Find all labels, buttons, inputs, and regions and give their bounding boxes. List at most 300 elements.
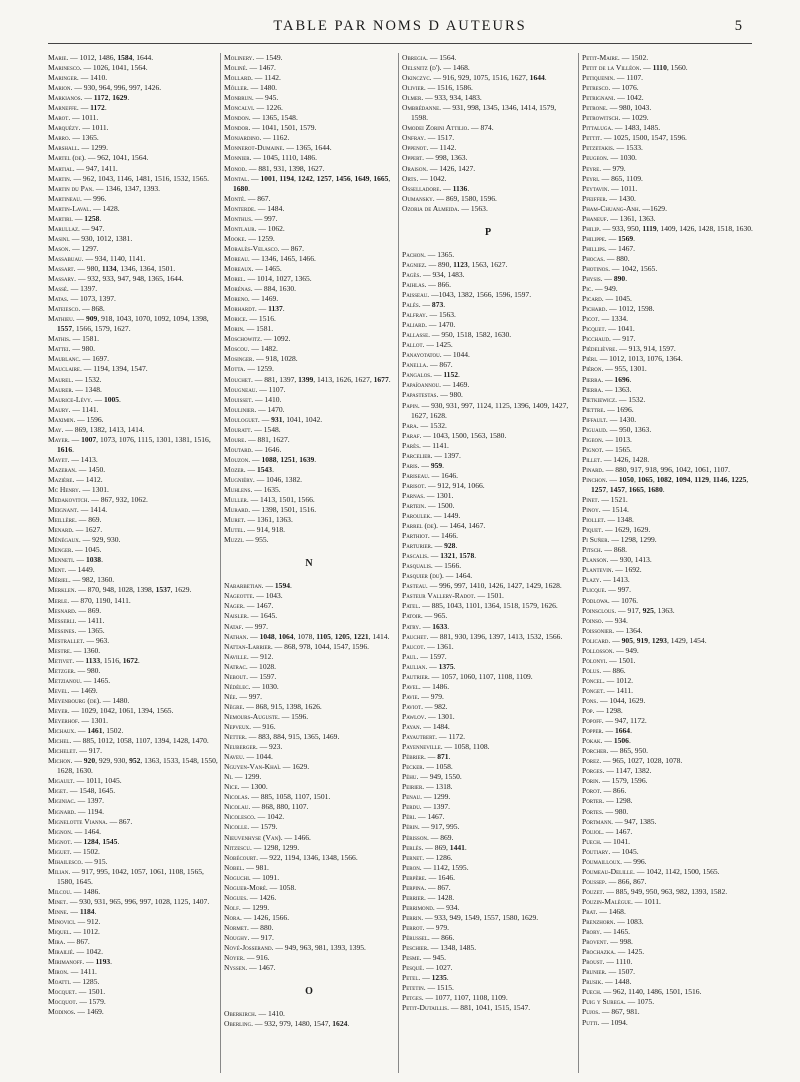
index-entry — [224, 802, 394, 812]
author-name: Medakovitch. — [48, 495, 90, 505]
index-entry — [582, 143, 754, 153]
index-entry — [582, 395, 754, 405]
index-entry — [582, 254, 754, 264]
author-name: Piguaud. — [582, 424, 608, 434]
index-entry — [48, 917, 218, 927]
page-references: — 1235. — [420, 973, 449, 983]
index-entry — [582, 937, 754, 947]
author-name: Noughy. — [224, 932, 250, 942]
author-name: Massabuau. — [48, 253, 84, 263]
author-name: Massary. — [48, 274, 77, 284]
index-entry — [582, 827, 754, 837]
author-name: Maximin. — [48, 414, 76, 424]
page-references: — 1011. — [609, 183, 638, 193]
author-name: Poinso. — [582, 615, 604, 625]
author-name: Prat. — [582, 906, 598, 916]
page-references: — 934, 1483. — [421, 269, 465, 279]
index-entry — [48, 585, 218, 595]
index-entry — [48, 817, 218, 827]
author-name: Péri. — [402, 812, 417, 822]
page-references: — 1426, 1566. — [241, 912, 290, 922]
author-name: Petresco. — [582, 83, 611, 93]
author-name: Monjardino. — [224, 133, 262, 143]
author-name: Murard. — [224, 505, 251, 515]
author-name: Okinczyc. — [402, 73, 432, 83]
index-entry — [224, 1019, 394, 1029]
index-entry — [224, 702, 394, 712]
page-references: — 923. — [257, 742, 283, 752]
author-name: Piédelièvre. — [582, 344, 618, 354]
page-references: — 870, 948, 1028, 1398, 1537, 1629. — [76, 585, 192, 595]
page-references: — 996, 997, 1410, 1426, 1427, 1429, 1628. — [427, 581, 562, 591]
index-entry — [224, 164, 394, 174]
page-references: — 934. — [603, 615, 628, 625]
author-name: Mirimanoff. — [48, 957, 85, 967]
author-name: Pollosson. — [582, 645, 615, 655]
author-name: Maringer. — [48, 73, 79, 83]
index-entry — [582, 907, 754, 917]
index-entry — [48, 435, 218, 455]
page-references: — 980, 1043. — [607, 103, 652, 113]
index-entry — [582, 465, 754, 475]
author-name: Pinet. — [582, 495, 600, 505]
page-references: — 1011. — [632, 896, 661, 906]
page-references: — 1569. — [606, 233, 636, 243]
author-name: Planson. — [582, 555, 609, 565]
page-references: — 1579. — [77, 997, 106, 1007]
index-entry — [582, 314, 754, 324]
index-entry — [582, 234, 754, 244]
page-references: — 1043. — [254, 591, 283, 601]
author-name: Physis. — [582, 274, 603, 284]
index-entry — [582, 535, 754, 545]
index-entry — [582, 304, 754, 314]
author-name: Prunier. — [582, 967, 607, 977]
author-name: Petel. — [402, 973, 421, 983]
author-name: Mouratt. — [224, 424, 253, 434]
author-name: Meyerhof. — [48, 716, 80, 726]
index-entry — [48, 375, 218, 385]
author-name: Mondon. — [224, 113, 251, 123]
author-name: Morice. — [224, 314, 248, 324]
index-entry — [402, 63, 574, 73]
page-references: — 950, 1363. — [607, 424, 652, 434]
author-name: Miguet. — [48, 846, 72, 856]
page-references: — 1397. — [421, 802, 451, 812]
index-entry — [582, 706, 754, 716]
page-references: — 1365. — [425, 249, 455, 259]
page-references: — 1318. — [424, 782, 453, 792]
index-entry — [48, 385, 218, 395]
author-name: Nathan. — [224, 631, 249, 641]
index-entry — [48, 465, 218, 475]
index-entry — [402, 923, 574, 933]
author-name: Pillet. — [582, 454, 602, 464]
index-entry — [582, 204, 754, 214]
page-references: — 1042, 1142, 1500, 1565. — [634, 866, 720, 876]
page-references: — 928. — [432, 541, 458, 551]
page-references: — 1484. — [421, 722, 450, 731]
index-entry — [582, 786, 754, 796]
page-references: — 1469. — [75, 1007, 104, 1017]
page-references: — 1044, 1629. — [598, 696, 646, 705]
author-name: Naveu. — [224, 752, 245, 762]
author-name: Noguer-Moré. — [224, 882, 268, 892]
author-name: Nicolle. — [224, 822, 250, 832]
page-references: — 920, 929, 930, 952, 1363, 1533, 1548, 1550, 1628, 1630. — [57, 756, 218, 776]
index-entry — [582, 375, 754, 385]
author-name: Parès. — [402, 440, 421, 450]
index-entry — [48, 997, 218, 1007]
author-name: Portmann. — [582, 816, 614, 826]
index-entry — [48, 495, 218, 505]
index-entry — [402, 360, 574, 370]
author-name: Pichard. — [582, 304, 608, 314]
index-entry — [402, 792, 574, 802]
page-references: — 947, 1172. — [603, 716, 647, 726]
index-entry — [582, 53, 754, 63]
page-references: — 1011, 1045. — [74, 776, 122, 786]
index-entry — [224, 324, 394, 334]
page-references: — 1301. — [425, 490, 454, 500]
index-entry — [224, 395, 394, 405]
author-name: Mozer. — [224, 464, 246, 474]
author-name: Pitsch. — [582, 545, 603, 555]
author-name: Patel. — [402, 601, 421, 611]
author-name: Pesqué. — [402, 963, 425, 973]
page-references: — 867, 981. — [600, 1007, 640, 1017]
author-name: Mestre. — [48, 645, 72, 655]
page-references: — 1565. — [603, 444, 632, 454]
index-entry — [224, 475, 394, 485]
author-name: Parisot. — [402, 480, 427, 490]
index-entry — [402, 642, 574, 652]
index-entry — [582, 616, 754, 626]
author-name: Panella. — [402, 360, 429, 370]
index-entry — [224, 314, 394, 324]
index-entry — [224, 1009, 394, 1019]
author-name: Popoff. — [582, 716, 604, 726]
author-name: Mayer. — [48, 434, 70, 444]
author-name: Paisseau. — [402, 289, 430, 299]
page-references: — 1696. — [603, 374, 632, 384]
author-name: Poussep. — [582, 876, 607, 886]
index-entry — [48, 475, 218, 485]
index-entry — [402, 73, 574, 83]
author-name: Noyer. — [224, 953, 245, 963]
index-entry — [582, 817, 754, 827]
index-entry — [224, 103, 394, 113]
author-name: May. — [48, 424, 64, 434]
page-references: — 1298, 1299. — [609, 535, 657, 545]
index-entry — [48, 897, 218, 907]
author-name: Mirailié. — [48, 947, 75, 957]
author-name: Marro. — [48, 133, 71, 143]
index-entry — [582, 174, 754, 184]
page-references: — 1162. — [261, 133, 290, 143]
author-name: Pavie. — [402, 691, 420, 701]
index-entry — [224, 455, 394, 465]
page-references: — 1467. — [247, 963, 276, 973]
page-references: — 1563. — [459, 203, 488, 213]
page-references: — 1321, 1578. — [428, 551, 477, 561]
author-name: Photinos. — [582, 263, 611, 273]
page-references: — 1543. — [245, 464, 274, 474]
index-entry — [224, 344, 394, 354]
index-entry — [48, 575, 218, 585]
page-references: — 980. — [70, 344, 96, 354]
author-name: Olmer. — [402, 93, 424, 103]
author-name: Peugeon. — [582, 153, 609, 163]
index-entry — [48, 746, 218, 756]
page-references: — 1346, 1347, 1393. — [94, 183, 161, 193]
index-entry — [224, 234, 394, 244]
page-references: — 1363. — [603, 384, 632, 394]
page-references: — 922, 1194, 1346, 1348, 1566. — [257, 852, 358, 862]
page-references: — 979. — [419, 691, 444, 701]
page-references: — 868. — [602, 545, 628, 555]
page-references: — 1461, 1502. — [76, 726, 124, 736]
author-name: Nataf. — [224, 621, 244, 631]
author-name: Mihailesco. — [48, 856, 83, 866]
author-name: Monbrun. — [224, 93, 254, 103]
index-entry — [402, 953, 574, 963]
index-entry — [48, 606, 218, 616]
index-entry — [402, 561, 574, 571]
page-references: — 1058. — [424, 762, 453, 772]
author-name: Picquet. — [582, 324, 607, 334]
page-references: — 930, 1012, 1381. — [69, 233, 133, 243]
page-references: — 1506. — [602, 736, 631, 746]
page-references: — 1515. — [425, 983, 454, 993]
index-entry — [402, 762, 574, 772]
author-name: Ponget. — [582, 685, 606, 695]
index-entry — [224, 591, 394, 601]
page-references: — 1501. — [607, 655, 636, 665]
author-name: Mouloguet. — [224, 414, 260, 424]
page-references: — 866. — [429, 932, 455, 942]
author-name: Meyer. — [48, 706, 70, 716]
author-name: Peyre. — [582, 163, 602, 173]
index-entry — [402, 164, 574, 174]
author-name: Petrowitsch. — [582, 113, 621, 123]
author-name: Papin. — [402, 400, 420, 410]
index-entry — [48, 143, 218, 153]
index-entry — [48, 616, 218, 626]
author-name: Marneffe. — [48, 103, 79, 113]
page-references: — 881, 931, 1398, 1627. — [247, 163, 325, 173]
index-entry — [48, 716, 218, 726]
author-name: Mason. — [48, 243, 71, 253]
page-references: — 867. — [428, 360, 453, 370]
index-entry — [224, 284, 394, 294]
page-references: — 1030. — [250, 681, 279, 691]
page-references: — 1042. — [418, 173, 447, 183]
page-references: — 1468. — [597, 906, 626, 916]
index-entry — [582, 354, 754, 364]
page-references: — 881, 1627. — [246, 434, 290, 444]
index-entry — [582, 887, 754, 897]
index-entry — [48, 334, 218, 344]
author-name: Moreau. — [224, 253, 250, 263]
author-name: Pérussel. — [402, 932, 430, 942]
page-references: — 1413. — [601, 575, 630, 585]
author-name: Plicque. — [582, 585, 607, 595]
page-references: — 1464. — [72, 826, 102, 836]
index-entry — [48, 455, 218, 465]
page-references: — 1664. — [603, 726, 632, 736]
author-name: Mouchet. — [224, 374, 253, 384]
index-entry — [582, 756, 754, 766]
index-entry — [224, 812, 394, 822]
page-references: — 1469. — [249, 294, 279, 304]
index-entry — [582, 334, 754, 344]
author-name: Monnerot-Dumaine. — [224, 143, 285, 153]
author-name: Maurel. — [48, 374, 74, 384]
index-entry — [402, 833, 574, 843]
author-name: Meyenbourg (de). — [48, 696, 102, 705]
page-references: — 1430. — [607, 414, 637, 424]
author-name: Motta. — [224, 364, 246, 374]
index-entry — [224, 601, 394, 611]
author-name: Mooke. — [224, 233, 247, 243]
index-entry — [224, 652, 394, 662]
page-references: — 1467. — [606, 243, 636, 253]
page-references: — 1516, 1586. — [425, 83, 473, 93]
page-references: — 1001, 1194, 1242, 1257, 1456, 1649, 1665, 1680. — [233, 173, 391, 193]
page-references: — 916, 929, 1075, 1516, 1627, 1644. — [431, 73, 547, 83]
page-references: — 873. — [420, 300, 446, 310]
page-references: — 905, 919, 1293, 1429, 1454. — [610, 635, 707, 645]
index-entry — [402, 370, 574, 380]
page-references: — 1133, 1516, 1672. — [74, 655, 140, 665]
author-name: Pangalos. — [402, 370, 432, 380]
page-references: — 933, 949, 1549, 1557, 1580, 1629. — [423, 912, 539, 922]
index-entry — [582, 475, 754, 495]
index-entry — [582, 807, 754, 817]
index-entry — [402, 622, 574, 632]
page-references: — 890, 1123, 1563, 1627. — [426, 259, 508, 269]
page-references: — 868. — [80, 304, 105, 314]
index-entry — [48, 344, 218, 354]
author-name: Palès. — [402, 300, 421, 310]
index-entry — [582, 987, 754, 997]
author-name: Metzianou. — [48, 675, 82, 685]
author-name: Pasquier (du). — [402, 571, 444, 581]
page-references: — 1697. — [80, 354, 110, 364]
index-entry — [402, 591, 574, 601]
index-entry — [224, 123, 394, 133]
page-references: — 1398, 1501, 1516. — [250, 505, 317, 515]
index-entry — [582, 324, 754, 334]
index-entry — [582, 63, 754, 73]
page-references: — 1044. — [244, 752, 273, 762]
index-entry — [48, 194, 218, 204]
page-references: — 1286. — [424, 852, 453, 862]
index-entry — [224, 903, 394, 913]
index-entry — [582, 214, 754, 224]
author-name: Pasteur Vallery-Radot. — [402, 591, 476, 601]
index-entry — [224, 682, 394, 692]
index-entry — [582, 957, 754, 967]
page-references: — 1397. — [75, 796, 105, 806]
page-references: — 962, 1140, 1486, 1501, 1516. — [601, 987, 702, 997]
index-entry — [48, 987, 218, 997]
page-references: — 1646. — [253, 444, 282, 454]
page-references: — 917, 995. — [419, 822, 460, 832]
page-references: — 997. — [606, 585, 631, 595]
index-entry — [582, 1007, 754, 1017]
index-entry — [582, 445, 754, 455]
author-name: Pouzin-Malègue. — [582, 896, 633, 906]
index-entry — [402, 260, 574, 270]
page-references: — 1297. — [70, 243, 99, 253]
page-references: — 949. — [614, 645, 639, 655]
author-name: Messines. — [48, 625, 77, 635]
author-name: Prenzhorn. — [582, 917, 616, 927]
page-references: — 1062. — [256, 223, 285, 233]
index-entry — [48, 73, 218, 83]
index-entry — [402, 812, 574, 822]
author-name: Ment. — [48, 565, 67, 575]
index-entry — [48, 827, 218, 837]
author-name: Parcelier. — [402, 450, 433, 460]
author-name: Oelsnitz (d'). — [402, 63, 442, 73]
author-name: Provent. — [582, 937, 609, 947]
author-name: Normet. — [224, 922, 249, 932]
author-name: Pignot. — [582, 444, 604, 454]
index-entry — [402, 933, 574, 943]
page-references: — 913, 914, 1597. — [617, 344, 676, 354]
author-name: Pautrier. — [402, 671, 430, 681]
page-references: — 929, 930. — [80, 535, 121, 545]
index-entry — [48, 656, 218, 666]
index-entry — [224, 762, 394, 772]
author-name: Orts. — [402, 173, 419, 183]
index-entry — [224, 204, 394, 214]
author-name: Paroulek. — [402, 511, 432, 521]
author-name: Michon. — [48, 756, 73, 766]
author-name: Metivet. — [48, 655, 75, 665]
page-references: — 1094. — [599, 1017, 628, 1027]
index-entry — [402, 672, 574, 682]
page-references: — 1046, 1382. — [254, 474, 302, 484]
header-rule — [48, 43, 752, 44]
index-entry — [582, 495, 754, 505]
index-entry — [402, 843, 574, 853]
page-references: — 932, 933, 947, 948, 1365, 1644. — [76, 274, 184, 284]
page-references: — 1464, 1467. — [438, 521, 486, 531]
index-entry — [402, 184, 574, 194]
author-name: Mignot. — [48, 836, 73, 846]
page-references: — 1041. — [606, 324, 635, 334]
author-name: Nageotte. — [224, 591, 255, 601]
page-references: — 1285. — [71, 977, 100, 987]
index-entry — [582, 103, 754, 113]
index-entry — [224, 692, 394, 702]
author-name: Maurice-Lévy. — [48, 394, 93, 404]
index-entry — [224, 415, 394, 425]
page-references: — 1635. — [252, 485, 281, 495]
page-references: — 869, 1382, 1413, 1414. — [63, 424, 145, 434]
page-references: — 1299. — [79, 143, 108, 153]
index-entry — [48, 857, 218, 867]
author-name: Muller. — [224, 495, 249, 505]
author-name: Matas. — [48, 294, 69, 304]
page-references: — 915. — [82, 856, 108, 866]
page-references: — 1470. — [426, 320, 456, 330]
page-references: — 1005. — [92, 394, 121, 404]
